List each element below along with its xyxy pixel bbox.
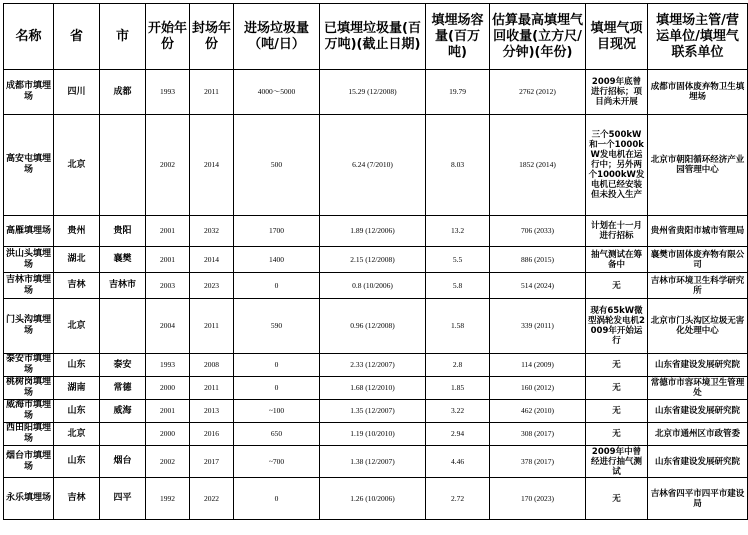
cell-city: 襄樊 [100, 247, 146, 273]
cell-province: 四川 [54, 70, 100, 115]
cell-start-year: 2001 [146, 400, 190, 423]
cell-project-status: 2009年中曾经进行抽气测试 [586, 446, 648, 478]
cell-project-status: 计划在十一月进行招标 [586, 216, 648, 247]
table-row [4, 377, 748, 400]
cell-project-status: 抽气测试在筹备中 [586, 247, 648, 273]
cell-intake: ~700 [234, 446, 320, 478]
cell-lfg-recovery: 170 (2023) [490, 478, 586, 520]
cell-start-year: 1993 [146, 70, 190, 115]
cell-organization: 吉林市环境卫生科学研究所 [648, 273, 748, 299]
cell-filled: 1.19 (10/2010) [320, 423, 426, 446]
table-row [4, 423, 748, 446]
cell-lfg-recovery: 2762 (2012) [490, 70, 586, 115]
cell-start-year: 2001 [146, 216, 190, 247]
table-row [4, 247, 748, 273]
cell-intake: 0 [234, 478, 320, 520]
landfill-table [3, 3, 748, 520]
cell-province: 湖南 [54, 377, 100, 400]
table-row [4, 70, 748, 115]
header-project-status: 填埋气项目现况 [586, 4, 648, 70]
cell-lfg-recovery: 308 (2017) [490, 423, 586, 446]
cell-intake: 0 [234, 377, 320, 400]
cell-close-year: 2016 [190, 423, 234, 446]
cell-project-status: 无 [586, 478, 648, 520]
cell-lfg-recovery: 706 (2033) [490, 216, 586, 247]
cell-capacity: 19.79 [426, 70, 490, 115]
header-lfg-recovery: 估算最高填埋气回收量(立方尺/分钟)(年份) [490, 4, 586, 70]
cell-start-year: 2002 [146, 446, 190, 478]
cell-name: 桃树岗填埋场 [4, 377, 54, 400]
cell-intake: 590 [234, 299, 320, 354]
cell-project-status: 三个500kW和一个1000kW发电机在运行中；另外两个1000kW发电机已经安装但未投入生产 [586, 115, 648, 216]
cell-lfg-recovery: 886 (2015) [490, 247, 586, 273]
cell-organization: 北京市朝阳循环经济产业园管理中心 [648, 115, 748, 216]
cell-province: 贵州 [54, 216, 100, 247]
cell-organization: 北京市通州区市政管委 [648, 423, 748, 446]
table-row [4, 273, 748, 299]
cell-organization: 常德市市容环境卫生管理处 [648, 377, 748, 400]
cell-name: 烟台市填埋场 [4, 446, 54, 478]
cell-close-year: 2032 [190, 216, 234, 247]
header-filled: 已填埋垃圾量(百万吨)(截止日期) [320, 4, 426, 70]
cell-organization: 山东省建设发展研究院 [648, 446, 748, 478]
cell-province: 山东 [54, 400, 100, 423]
cell-name: 吉林市填埋场 [4, 273, 54, 299]
cell-start-year: 1993 [146, 354, 190, 377]
cell-province: 山东 [54, 446, 100, 478]
cell-province: 北京 [54, 115, 100, 216]
table-row [4, 354, 748, 377]
header-province: 省 [54, 4, 100, 70]
cell-capacity: 5.8 [426, 273, 490, 299]
cell-lfg-recovery: 160 (2012) [490, 377, 586, 400]
cell-start-year: 2004 [146, 299, 190, 354]
cell-capacity: 1.85 [426, 377, 490, 400]
header-start-year: 开始年份 [146, 4, 190, 70]
cell-name: 门头沟填埋场 [4, 299, 54, 354]
table-row [4, 299, 748, 354]
cell-city: 泰安 [100, 354, 146, 377]
cell-capacity: 1.58 [426, 299, 490, 354]
cell-capacity: 8.03 [426, 115, 490, 216]
cell-organization: 贵州省贵阳市城市管理局 [648, 216, 748, 247]
cell-lfg-recovery: 114 (2009) [490, 354, 586, 377]
cell-filled: 1.89 (12/2006) [320, 216, 426, 247]
header-name: 名称 [4, 4, 54, 70]
cell-name: 泰安市填埋场 [4, 354, 54, 377]
table-row [4, 115, 748, 216]
cell-filled: 2.33 (12/2007) [320, 354, 426, 377]
cell-city: 烟台 [100, 446, 146, 478]
cell-organization: 吉林省四平市四平市建设局 [648, 478, 748, 520]
cell-organization: 襄樊市固体废弃物有限公司 [648, 247, 748, 273]
cell-organization: 山东省建设发展研究院 [648, 400, 748, 423]
cell-intake: 0 [234, 273, 320, 299]
cell-lfg-recovery: 378 (2017) [490, 446, 586, 478]
table-row [4, 446, 748, 478]
cell-capacity: 5.5 [426, 247, 490, 273]
cell-name: 洪山头填埋场 [4, 247, 54, 273]
table-row [4, 216, 748, 247]
cell-filled: 1.38 (12/2007) [320, 446, 426, 478]
header-organization: 填埋场主管/营运单位/填埋气联系单位 [648, 4, 748, 70]
cell-city [100, 299, 146, 354]
cell-organization: 山东省建设发展研究院 [648, 354, 748, 377]
cell-capacity: 3.22 [426, 400, 490, 423]
cell-lfg-recovery: 462 (2010) [490, 400, 586, 423]
cell-city: 吉林市 [100, 273, 146, 299]
cell-intake: 1400 [234, 247, 320, 273]
cell-close-year: 2013 [190, 400, 234, 423]
cell-lfg-recovery: 1852 (2014) [490, 115, 586, 216]
cell-intake: 0 [234, 354, 320, 377]
cell-lfg-recovery: 339 (2011) [490, 299, 586, 354]
cell-name: 西田阳填埋场 [4, 423, 54, 446]
cell-filled: 15.29 (12/2008) [320, 70, 426, 115]
cell-project-status: 现有65kW微型涡轮发电机2009年开始运行 [586, 299, 648, 354]
cell-city: 常德 [100, 377, 146, 400]
cell-close-year: 2014 [190, 115, 234, 216]
cell-capacity: 2.72 [426, 478, 490, 520]
cell-project-status: 无 [586, 377, 648, 400]
cell-province: 吉林 [54, 478, 100, 520]
table-row [4, 478, 748, 520]
table-body [4, 70, 748, 520]
cell-province: 吉林 [54, 273, 100, 299]
table-row [4, 400, 748, 423]
cell-name: 永乐填埋场 [4, 478, 54, 520]
table-header-row [4, 4, 748, 70]
cell-name: 高安屯填埋场 [4, 115, 54, 216]
cell-filled: 1.35 (12/2007) [320, 400, 426, 423]
cell-capacity: 2.94 [426, 423, 490, 446]
header-city: 市 [100, 4, 146, 70]
cell-project-status: 无 [586, 400, 648, 423]
cell-close-year: 2022 [190, 478, 234, 520]
cell-name: 高雁填埋场 [4, 216, 54, 247]
cell-province: 山东 [54, 354, 100, 377]
cell-city [100, 115, 146, 216]
cell-capacity: 4.46 [426, 446, 490, 478]
header-close-year: 封场年份 [190, 4, 234, 70]
cell-close-year: 2017 [190, 446, 234, 478]
cell-project-status: 无 [586, 354, 648, 377]
cell-filled: 0.96 (12/2008) [320, 299, 426, 354]
cell-organization: 北京市门头沟区垃圾无害化处理中心 [648, 299, 748, 354]
cell-close-year: 2008 [190, 354, 234, 377]
cell-start-year: 1992 [146, 478, 190, 520]
cell-close-year: 2011 [190, 70, 234, 115]
cell-city [100, 423, 146, 446]
cell-close-year: 2011 [190, 299, 234, 354]
cell-filled: 0.8 (10/2006) [320, 273, 426, 299]
landfill-table-container [3, 3, 748, 520]
cell-start-year: 2001 [146, 247, 190, 273]
cell-project-status: 无 [586, 423, 648, 446]
cell-capacity: 13.2 [426, 216, 490, 247]
cell-organization: 成都市固体废弃物卫生填埋场 [648, 70, 748, 115]
cell-province: 北京 [54, 299, 100, 354]
cell-close-year: 2023 [190, 273, 234, 299]
cell-start-year: 2000 [146, 377, 190, 400]
cell-lfg-recovery: 514 (2024) [490, 273, 586, 299]
cell-city: 贵阳 [100, 216, 146, 247]
cell-filled: 1.68 (12/2010) [320, 377, 426, 400]
cell-city: 成都 [100, 70, 146, 115]
cell-project-status: 2009年底曾进行招标；项目尚未开展 [586, 70, 648, 115]
cell-name: 成都市填埋场 [4, 70, 54, 115]
cell-filled: 1.26 (10/2006) [320, 478, 426, 520]
cell-intake: 4000～5000 [234, 70, 320, 115]
cell-project-status: 无 [586, 273, 648, 299]
cell-city: 威海 [100, 400, 146, 423]
cell-intake: 1700 [234, 216, 320, 247]
header-intake: 进场垃圾量（吨/日） [234, 4, 320, 70]
cell-intake: 500 [234, 115, 320, 216]
header-capacity: 填埋场容量(百万吨) [426, 4, 490, 70]
cell-start-year: 2003 [146, 273, 190, 299]
cell-intake: ~100 [234, 400, 320, 423]
cell-name: 威海市填埋场 [4, 400, 54, 423]
cell-province: 湖北 [54, 247, 100, 273]
cell-filled: 6.24 (7/2010) [320, 115, 426, 216]
cell-filled: 2.15 (12/2008) [320, 247, 426, 273]
cell-close-year: 2011 [190, 377, 234, 400]
cell-capacity: 2.8 [426, 354, 490, 377]
cell-start-year: 2002 [146, 115, 190, 216]
cell-start-year: 2000 [146, 423, 190, 446]
cell-close-year: 2014 [190, 247, 234, 273]
cell-intake: 650 [234, 423, 320, 446]
cell-province: 北京 [54, 423, 100, 446]
cell-city: 四平 [100, 478, 146, 520]
